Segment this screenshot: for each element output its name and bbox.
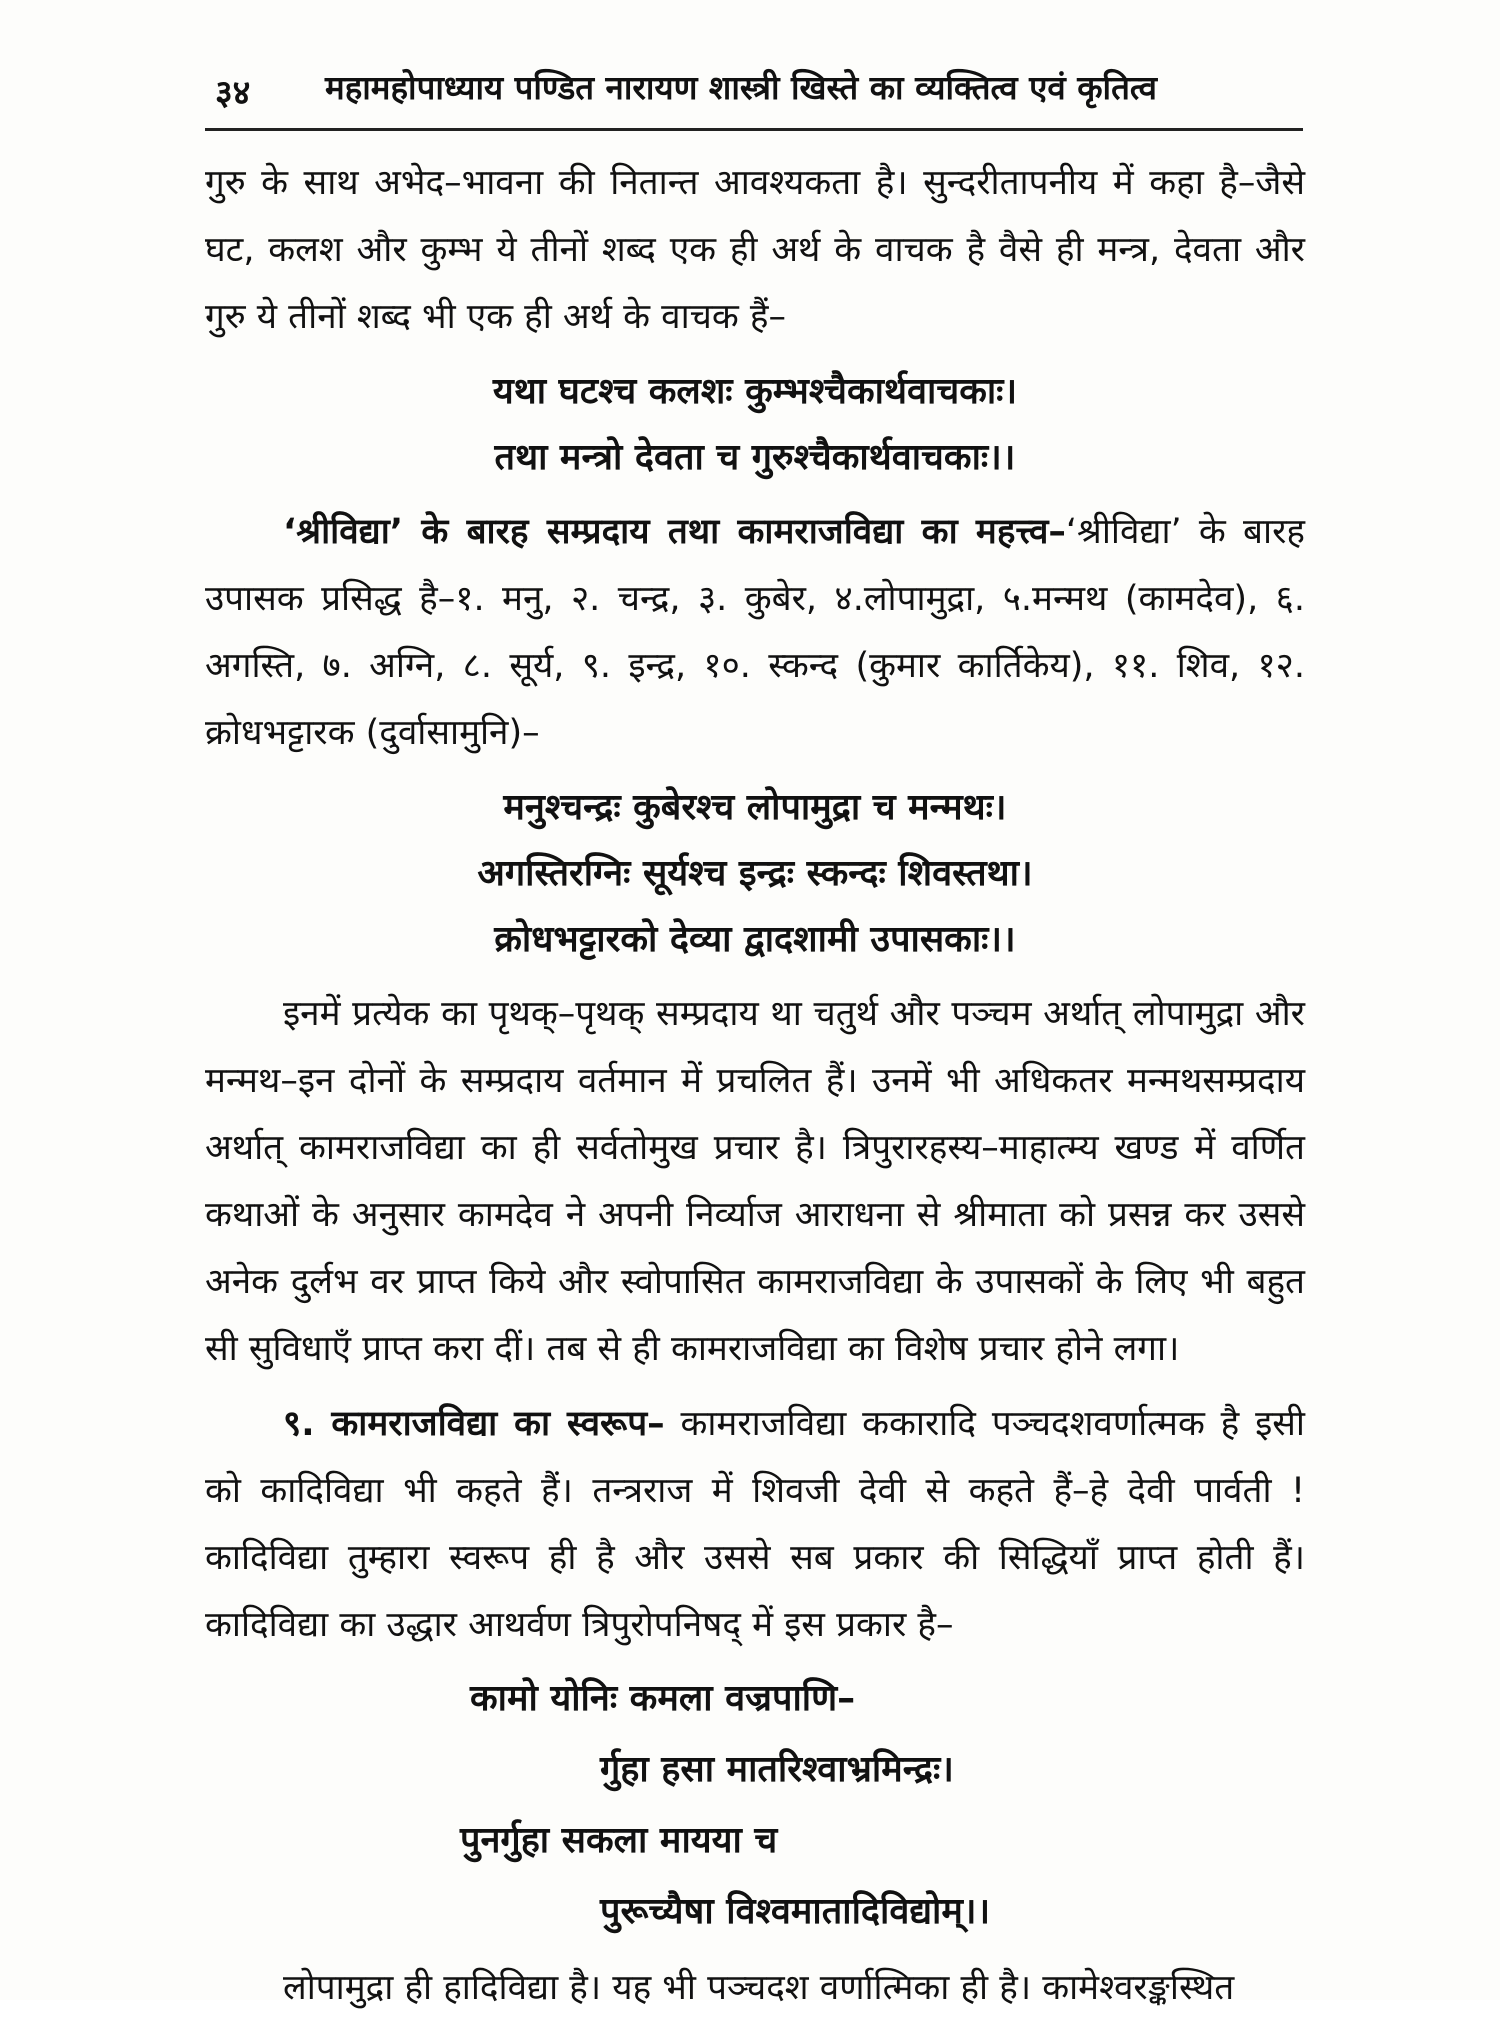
verse-line: अगस्तिरग्निः सूर्यश्च इन्द्रः स्कन्दः शिवस्तथा।	[477, 853, 1033, 894]
running-title: महामहोपाध्याय पण्डित नारायण शास्त्री खिस्ते का व्यक्तित्व एवं कृतित्व	[325, 68, 1158, 107]
paragraph-sampradaya: इनमें प्रत्येक का पृथक्–पृथक् सम्प्रदाय था चतुर्थ और पञ्चम अर्थात् लोपामुद्रा और मन्मथ–इन दोनों के सम्प्रदाय वर्तमान में प्रचलित हैं। उनमें भी अधिकतर मन्मथसम्प्रदाय अर्थात् कामराजविद्या का ही सर्वतोमुख प्रचार है। त्रिपुरारहस्य–माहात्म्य खण्ड में वर्णित कथाओं के अनुसार कामदेव ने अपनी निर्व्याज आराधना से श्रीमाता को प्रसन्न कर उससे अनेक दुर्लभ वर प्राप्त किये और स्वोपासित कामराजविद्या के उपासकों के लिए भी बहुत सी सुविधाएँ प्राप्त करा दीं। तब से ही कामराजविद्या का विशेष प्रचार होने लगा।	[205, 994, 1305, 1369]
section-heading-kamaraja: ९. कामराजविद्या का स्वरूप–	[283, 1404, 665, 1444]
paragraph-text: कामराजविद्या ककारादि पञ्चदशवर्णात्मक है इसी को कादिविद्या भी कहते हैं। तन्त्रराज में शिवजी देवी से कहते हैं–हे देवी पार्वती ! कादिविद्या तुम्हारा स्वरूप ही है और उससे सब प्रकार की सिद्धियाँ प्राप्त होती हैं। कादिविद्या का उद्धार आथर्वण त्रिपुरोपनिषद् में इस प्रकार है–	[205, 1404, 1305, 1645]
verse-line: यथा घटश्च कलशः कुम्भश्चैकार्थवाचकाः।	[492, 371, 1018, 412]
page-number: ३४	[215, 73, 251, 113]
verse-line: र्गुहा हसा मातरिश्वाभ्रमिन्द्रः।	[600, 1749, 954, 1790]
verse-line: पुरूच्यैषा विश्वमातादिविद्योम्।।	[600, 1891, 991, 1932]
verse-line: कामो योनिः कमला वज्रपाणि–	[470, 1678, 856, 1719]
verse-line: क्रोधभट्टारको देव्या द्वादशामी उपासकाः।।	[494, 919, 1016, 960]
header-rule	[205, 128, 1303, 131]
page-header	[205, 58, 1305, 128]
section-heading-shrividya: ‘श्रीविद्या’ के बारह सम्प्रदाय तथा कामराजविद्या का महत्त्व–	[283, 512, 1066, 552]
verse-line: मनुश्चन्द्रः कुबेरश्च लोपामुद्रा च मन्मथः।	[503, 787, 1007, 828]
paragraph-shrividya	[205, 499, 1305, 767]
verse-kadividya	[205, 1663, 1305, 1947]
page-content	[205, 150, 1305, 2021]
verse-line: पुनर्गुहा सकला मायया च	[460, 1820, 778, 1861]
verse-line: तथा मन्त्रो देवता च गुरुश्चैकार्थवाचकाः।।	[494, 437, 1016, 478]
paragraph-lopamudra: लोपामुद्रा ही हादिविद्या है। यह भी पञ्चदश वर्णात्मिका ही है। कामेश्वरङ्कस्थित	[283, 1968, 1235, 2008]
verse-upasaka	[205, 775, 1305, 973]
paragraph-guru: गुरु के साथ अभेद–भावना की नितान्त आवश्यकता है। सुन्दरीतापनीय में कहा है–जैसे घट, कलश और कुम्भ ये तीनों शब्द एक ही अर्थ के वाचक है वैसे ही मन्त्र, देवता और गुरु ये तीनों शब्द भी एक ही अर्थ के वाचक हैं–	[205, 163, 1305, 337]
paragraph-text: ‘श्रीविद्या’ के बारह उपासक प्रसिद्ध है–१. मनु, २. चन्द्र, ३. कुबेर, ४.लोपामुद्रा, ५.मन्मथ (कामदेव), ६. अगस्ति, ७. अग्नि, ८. सूर्य, ९. इन्द्र, १०. स्कन्द (कुमार कार्तिकेय), ११. शिव, १२. क्रोधभट्टारक (दुर्वासामुनि)–	[205, 512, 1305, 753]
verse-ghata	[205, 359, 1305, 491]
paragraph-kamaraja	[205, 1391, 1305, 1659]
